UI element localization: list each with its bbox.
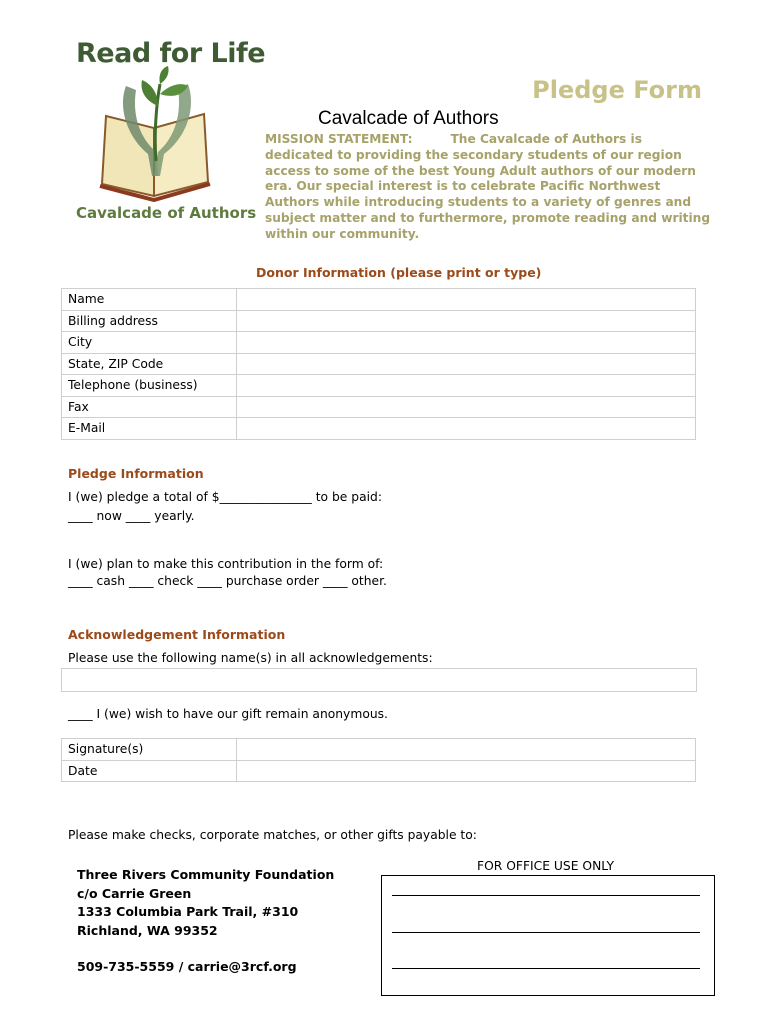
payee-contact: 509-735-5559 / carrie@3rcf.org xyxy=(77,959,297,974)
table-row xyxy=(62,289,696,311)
pledge-schedule-line[interactable]: ____ now ____ yearly. xyxy=(68,509,195,523)
office-line[interactable] xyxy=(392,895,700,896)
field-label-state-zip: State, ZIP Code xyxy=(62,353,237,375)
book-hands-logo-icon xyxy=(96,66,216,202)
city-field[interactable] xyxy=(237,332,696,354)
field-label-name: Name xyxy=(62,289,237,311)
billing-address-field[interactable] xyxy=(237,310,696,332)
donor-section-title: Donor Information (please print or type) xyxy=(256,265,542,280)
payable-intro: Please make checks, corporate matches, or other gifts payable to: xyxy=(68,828,477,842)
office-use-box xyxy=(381,875,715,996)
table-row xyxy=(62,739,696,761)
signature-field[interactable] xyxy=(237,739,696,761)
field-label-fax: Fax xyxy=(62,396,237,418)
donor-info-table xyxy=(61,288,696,440)
payee-care-of: c/o Carrie Green xyxy=(77,885,192,901)
table-row xyxy=(62,375,696,397)
telephone-field[interactable] xyxy=(237,375,696,397)
state-zip-field[interactable] xyxy=(237,353,696,375)
pledge-section-title: Pledge Information xyxy=(68,466,204,481)
field-label-email: E-Mail xyxy=(62,418,237,440)
field-label-date: Date xyxy=(62,760,237,782)
office-line[interactable] xyxy=(392,932,700,933)
contribution-options-line[interactable]: ____ cash ____ check ____ purchase order ____ other. xyxy=(68,574,387,588)
date-field[interactable] xyxy=(237,760,696,782)
name-field[interactable] xyxy=(237,289,696,311)
signature-table xyxy=(61,738,696,782)
field-label-signature: Signature(s) xyxy=(62,739,237,761)
table-row xyxy=(62,310,696,332)
logo-subtitle: Cavalcade of Authors xyxy=(76,204,257,222)
payee-city: Richland, WA 99352 xyxy=(77,922,218,938)
table-row xyxy=(62,760,696,782)
ack-names-label: Please use the following name(s) in all acknowledgements: xyxy=(68,651,433,665)
table-row xyxy=(62,332,696,354)
mission-statement xyxy=(265,132,713,243)
logo-title: Read for Life xyxy=(76,38,266,69)
fax-field[interactable] xyxy=(237,396,696,418)
email-field[interactable] xyxy=(237,418,696,440)
table-row xyxy=(62,396,696,418)
anonymous-line[interactable]: ____ I (we) wish to have our gift remain anonymous. xyxy=(68,707,388,721)
event-title: Cavalcade of Authors xyxy=(318,108,499,129)
office-line[interactable] xyxy=(392,968,700,969)
contribution-form-line: I (we) plan to make this contribution in the form of: xyxy=(68,557,384,571)
payee-street: 1333 Columbia Park Trail, #310 xyxy=(77,904,299,919)
field-label-telephone: Telephone (business) xyxy=(62,375,237,397)
ack-names-field[interactable] xyxy=(61,668,697,692)
office-use-title: FOR OFFICE USE ONLY xyxy=(477,859,615,873)
ack-section-title: Acknowledgement Information xyxy=(68,627,286,642)
payee-address xyxy=(77,866,334,977)
table-row xyxy=(62,418,696,440)
form-title: Pledge Form xyxy=(532,76,702,104)
pledge-total-line[interactable]: I (we) pledge a total of $_______________ to be paid: xyxy=(68,490,382,504)
table-row xyxy=(62,353,696,375)
mission-text: The Cavalcade of Authors is dedicated to providing the secondary students of our region access to some of the best Young Adult authors of our modern era. Our special interest is to celebrate Pacific Northwest Authors while introducing students to a variety of genres and subject matter and to furthermore, promote reading and writing within our community. xyxy=(265,132,711,241)
payee-org: Three Rivers Community Foundation xyxy=(77,867,335,882)
field-label-billing-address: Billing address xyxy=(62,310,237,332)
mission-label: MISSION STATEMENT: xyxy=(265,132,413,146)
field-label-city: City xyxy=(62,332,237,354)
